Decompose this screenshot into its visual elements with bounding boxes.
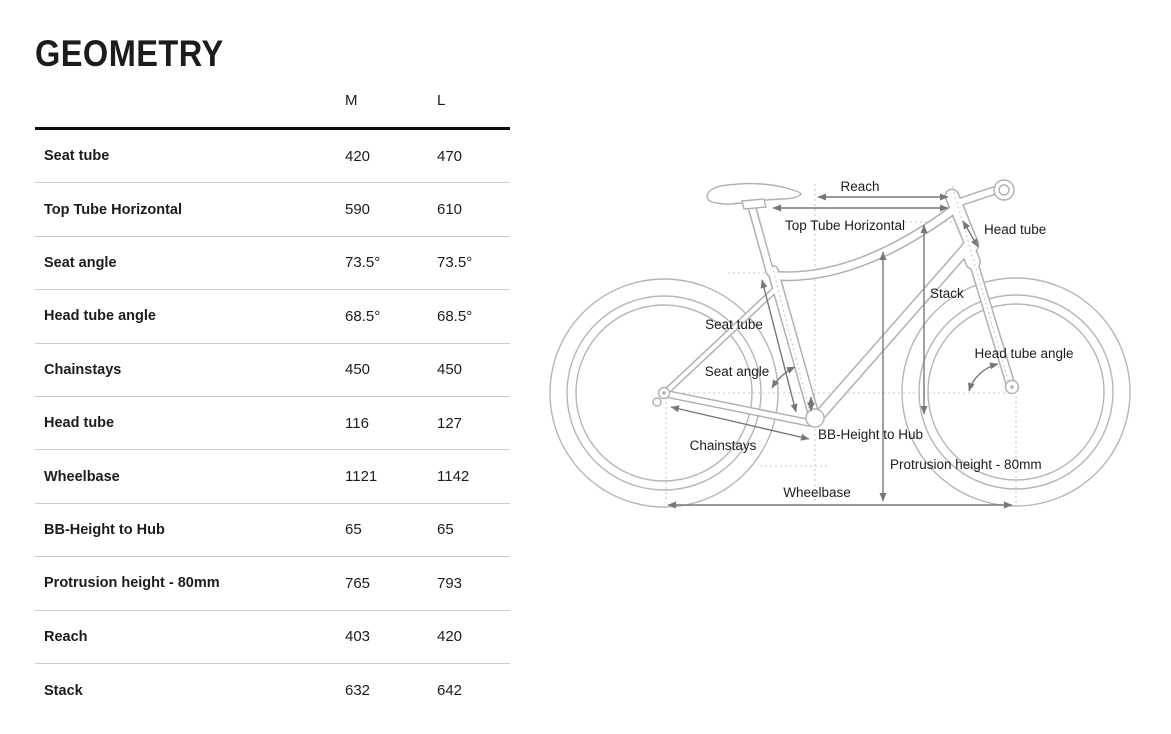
value-l: 610 <box>437 201 463 219</box>
saddle-icon <box>707 184 801 209</box>
table-row <box>35 664 510 717</box>
value-m: 450 <box>345 361 371 379</box>
value-m: 116 <box>345 414 369 432</box>
row-label: Protrusion height - 80mm <box>44 575 220 592</box>
table-row <box>35 237 510 290</box>
table-row <box>35 557 510 610</box>
spacer-cell <box>35 92 345 109</box>
diagram-label-seat-angle: Seat angle <box>704 364 770 379</box>
page-title: GEOMETRY <box>35 33 224 74</box>
rear-derailleur-icon <box>653 388 670 407</box>
value-m: 68.5° <box>345 307 381 325</box>
diagram-label-protrusion-height: Protrusion height - 80mm <box>890 457 1042 472</box>
diagram-label-head-tube-angle: Head tube angle <box>974 346 1074 361</box>
row-label: Seat tube <box>44 148 110 165</box>
diagram-label-head-tube: Head tube <box>984 222 1047 237</box>
table-row <box>35 344 510 397</box>
table-row <box>35 504 510 557</box>
value-l: 420 <box>437 628 463 646</box>
size-column-headers <box>35 92 510 109</box>
table-row <box>35 290 510 343</box>
value-l: 642 <box>437 682 463 700</box>
front-dropout-icon <box>1006 381 1019 394</box>
value-l: 73.5° <box>437 254 473 272</box>
value-m: 1121 <box>345 468 378 486</box>
value-m: 403 <box>345 628 371 646</box>
table-row <box>35 183 510 236</box>
row-label: Head tube <box>44 415 115 432</box>
diagram-label-top-tube-horizontal: Top Tube Horizontal <box>784 218 906 233</box>
row-label: Top Tube Horizontal <box>44 201 182 218</box>
diagram-label-seat-tube: Seat tube <box>705 317 763 332</box>
handlebar-icon <box>994 180 1014 200</box>
row-label: Wheelbase <box>44 468 120 485</box>
value-l: 1142 <box>437 468 470 486</box>
row-label: BB-Height to Hub <box>44 521 165 538</box>
bottom-bracket-icon <box>806 409 824 427</box>
value-l: 470 <box>437 147 463 165</box>
value-m: 765 <box>345 574 371 592</box>
row-label: Stack <box>44 682 83 699</box>
value-l: 65 <box>437 521 454 539</box>
row-label: Reach <box>44 628 88 645</box>
value-l: 68.5° <box>437 307 473 325</box>
column-header-m: M <box>345 92 358 109</box>
table-row <box>35 611 510 664</box>
row-label: Head tube angle <box>44 308 156 325</box>
diagram-label-stack: Stack <box>930 286 964 301</box>
diagram-label-wheelbase: Wheelbase <box>783 485 851 500</box>
table-row <box>35 397 510 450</box>
row-label: Chainstays <box>44 361 122 378</box>
row-label: Seat angle <box>44 254 117 271</box>
bike-geometry-diagram <box>545 175 1145 520</box>
diagram-label-reach: Reach <box>840 179 880 194</box>
value-m: 65 <box>345 521 362 539</box>
value-l: 127 <box>437 414 463 432</box>
diagram-label-bb-height-to-hub: BB-Height to Hub <box>818 427 924 442</box>
value-l: 450 <box>437 361 463 379</box>
table-row <box>35 130 510 183</box>
value-m: 590 <box>345 201 371 219</box>
geometry-table <box>35 127 510 717</box>
diagram-label-chainstays: Chainstays <box>689 438 757 453</box>
value-l: 793 <box>437 574 463 592</box>
table-row <box>35 450 510 503</box>
value-m: 632 <box>345 682 371 700</box>
value-m: 420 <box>345 147 371 165</box>
column-header-l: L <box>437 92 446 109</box>
value-m: 73.5° <box>345 254 381 272</box>
